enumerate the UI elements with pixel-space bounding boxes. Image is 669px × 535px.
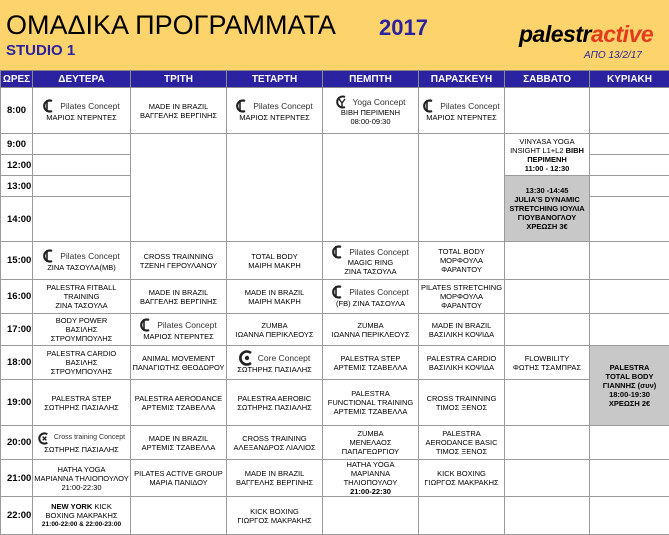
empty-cell <box>505 242 590 280</box>
studio-label: STUDIO 1 <box>6 42 75 60</box>
class-cell: Cross training Concept ΣΩΤΗΡΗΣ ΠΑΣΙΑΛΗΣ <box>33 426 131 460</box>
class-cell: Pilates Concept ΖΙΝΑ ΤΑΣΟΥΛΑ(MB) <box>33 242 131 280</box>
empty-cell <box>590 242 669 280</box>
hour-label: 12:00 <box>1 155 33 176</box>
hour-label: 14:00 <box>1 197 33 242</box>
class-cell: KICK BOXING ΓΙΩΡΓΟΣ ΜΑΚΡΑΚΗΣ <box>419 460 505 497</box>
class-cell: PALESTRA STEP ΑΡΤΕΜΙΣ ΤΖΑΒΕΛΛΑ <box>323 346 419 380</box>
class-cell: HATHA YOGA ΜΑΡΙΑΝΝΑ ΤΗΛΙΟΠΟΥΛΟΥ 21:00-22:30 <box>323 460 419 497</box>
col-sunday: ΚΥΡΙΑΚΗ <box>590 71 669 88</box>
class-cell: CROSS TRAINING ΑΛΕΞΑΝΔΡΟΣ ΛΙΑΛΙΟΣ <box>227 426 323 460</box>
class-cell: HATHA YOGA ΜΑΡΙΑΝΝΑ ΤΗΛΙΟΠΟΥΛΟΥ 21:00-22:30 <box>33 460 131 497</box>
empty-cell <box>505 497 590 535</box>
row-1700 <box>1 314 669 346</box>
row-2000 <box>1 426 669 460</box>
empty-cell <box>131 134 227 242</box>
empty-cell <box>323 497 419 535</box>
class-cell: MADE IN BRAZIL ΑΡΤΕΜΙΣ ΤΖΑΒΕΛΛΑ <box>131 426 227 460</box>
class-cell: PALESTRA CARDIO ΒΑΣΙΛΗΣ ΣΤΡΟΥΜΠΟΥΛΗΣ <box>33 346 131 380</box>
empty-cell <box>227 134 323 242</box>
empty-cell <box>590 497 669 535</box>
effective-date: ΑΠΟ 13/2/17 <box>584 50 642 62</box>
class-cell: FLOWBILITY ΦΩΤΗΣ ΤΣΑΜΠΡΑΣ <box>505 346 590 380</box>
class-cell: ZUMBA ΙΩΑΝΝΑ ΠΕΡΙΚΛΕΟΥΣ <box>323 314 419 346</box>
class-cell: PALESTRA STEP ΣΩΤΗΡΗΣ ΠΑΣΙΑΛΗΣ <box>33 380 131 426</box>
class-cell: Pilates Concept ΜΑΡΙΟΣ ΝΤΕΡΝΤΕΣ <box>419 88 505 134</box>
cross-training-concept-icon <box>38 432 51 445</box>
empty-cell <box>590 134 669 155</box>
empty-cell <box>590 280 669 314</box>
class-cell: Pilates Concept ΜΑΡΙΟΣ ΝΤΕΡΝΤΕΣ <box>33 88 131 134</box>
core-concept-icon <box>239 350 255 366</box>
class-cell: PALESTRA AERODANCE ΑΡΤΕΜΙΣ ΤΖΑΒΕΛΛΑ <box>131 380 227 426</box>
empty-cell <box>33 176 131 197</box>
class-cell: MADE IN BRAZIL ΜΑΙΡΗ ΜΑΚΡΗ <box>227 280 323 314</box>
row-1500 <box>1 242 669 280</box>
class-cell: MADE IN BRAZIL ΒΑΣΙΛΙΚΗ ΚΟΨΙΔΑ <box>419 314 505 346</box>
col-monday: ΔΕΥΤΕΡΑ <box>33 71 131 88</box>
class-cell: NEW YORK KICK BOXING ΜΑΚΡΑΚΗΣ 21:00-22:00 & 22:00-23:00 <box>33 497 131 535</box>
class-cell: ANIMAL MOVEMENT ΠΑΝΑΓΙΩΤΗΣ ΘΕΟΔΩΡΟΥ <box>131 346 227 380</box>
class-cell: VINYASA YOGA INSIGHT L1+L2 ΒΙΒΗ ΠΕΡΙΜΕΝΗ 11:00 - 12:30 <box>505 134 590 176</box>
empty-cell <box>505 426 590 460</box>
col-thursday: ΠΕΜΠΤΗ <box>323 71 419 88</box>
header-banner <box>0 0 669 70</box>
class-cell: KICK BOXING ΓΙΩΡΓΟΣ ΜΑΚΡΑΚΗΣ <box>227 497 323 535</box>
empty-cell <box>590 426 669 460</box>
empty-cell <box>505 380 590 426</box>
class-cell: BODY POWER ΒΑΣΙΛΗΣ ΣΤΡΟΥΜΠΟΥΛΗΣ <box>33 314 131 346</box>
class-cell: PALESTRA CARDIO ΒΑΣΙΛΙΚΗ ΚΟΨΙΔΑ <box>419 346 505 380</box>
row-1900 <box>1 380 669 426</box>
pilates-concept-icon <box>423 99 437 113</box>
empty-cell <box>505 314 590 346</box>
hour-label: 17:00 <box>1 314 33 346</box>
hour-label: 22:00 <box>1 497 33 535</box>
header-row <box>1 71 669 88</box>
hour-label: 16:00 <box>1 280 33 314</box>
class-cell: Pilates Concept ΜΑΡΙΟΣ ΝΤΕΡΝΤΕΣ <box>131 314 227 346</box>
row-2200 <box>1 497 669 535</box>
class-cell: ZUMBA ΙΩΑΝΝΑ ΠΕΡΙΚΛΕΟΥΣ <box>227 314 323 346</box>
class-cell: TOTAL BODY ΜΑΙΡΗ ΜΑΚΡΗ <box>227 242 323 280</box>
class-cell: ZUMBA ΜΕΝΕΛΑΟΣ ΠΑΠΑΓΕΩΡΓΙΟΥ <box>323 426 419 460</box>
palestractive-logo: palestractive <box>519 20 653 48</box>
row-0900 <box>1 134 669 155</box>
pilates-concept-icon <box>43 249 57 263</box>
class-cell: MADE IN BRAZIL ΒΑΓΓΕΛΗΣ ΒΕΡΓΙΝΗΣ <box>131 280 227 314</box>
empty-cell <box>590 197 669 242</box>
hour-label: 8:00 <box>1 88 33 134</box>
hour-label: 20:00 <box>1 426 33 460</box>
pilates-concept-icon <box>140 318 154 332</box>
empty-cell <box>505 280 590 314</box>
col-tuesday: ΤΡΙΤΗ <box>131 71 227 88</box>
page-title: ΟΜΑΔΙΚΑ ΠΡΟΓΡΑΜΜΑΤΑ <box>6 10 336 40</box>
empty-cell <box>590 314 669 346</box>
empty-cell <box>419 497 505 535</box>
class-cell: Pilates Concept ΜΑΡΙΟΣ ΝΤΕΡΝΤΕΣ <box>227 88 323 134</box>
row-0800 <box>1 88 669 134</box>
hour-label: 13:00 <box>1 176 33 197</box>
hour-label: 21:00 <box>1 460 33 497</box>
empty-cell <box>590 176 669 197</box>
col-wednesday: ΤΕΤΑΡΤΗ <box>227 71 323 88</box>
pilates-concept-icon <box>332 285 346 299</box>
col-friday: ΠΑΡΑΣΚΕΥΗ <box>419 71 505 88</box>
class-cell: PILATES STRETCHING ΜΟΡΦΟΥΛΑ ΦΑΡΑΝΤΟΥ <box>419 280 505 314</box>
class-cell: Yoga Concept ΒΙΒΗ ΠΕΡΙΜΕΝΗ 08:00-09:30 <box>323 88 419 134</box>
class-cell: Pilates Concept (FB) ΖΙΝΑ ΤΑΣΟΥΛΑ <box>323 280 419 314</box>
col-hours: ΩΡΕΣ <box>1 71 33 88</box>
class-cell: CROSS TRAINNING ΤΖΕΝΗ ΓΕΡΟΥΛΑΝΟΥ <box>131 242 227 280</box>
schedule-table <box>0 70 669 535</box>
class-cell: MADE IN BRAZIL ΒΑΓΓΕΛΗΣ ΒΕΡΓΙΝΗΣ <box>131 88 227 134</box>
empty-cell <box>505 460 590 497</box>
pilates-concept-icon <box>332 245 346 259</box>
empty-cell <box>33 134 131 155</box>
empty-cell <box>505 88 590 134</box>
empty-cell <box>590 88 669 134</box>
row-2100 <box>1 460 669 497</box>
row-1800 <box>1 346 669 380</box>
class-cell: TOTAL BODY ΜΟΡΦΟΥΛΑ ΦΑΡΑΝΤΟΥ <box>419 242 505 280</box>
hour-label: 15:00 <box>1 242 33 280</box>
hour-label: 18:00 <box>1 346 33 380</box>
empty-cell <box>33 197 131 242</box>
pilates-concept-icon <box>43 99 57 113</box>
empty-cell <box>131 497 227 535</box>
class-cell: PALESTRA TOTAL BODY ΓΙΑΝΝΗΣ (συν) 18:00-19:30 ΧΡΕΩΣΗ 2€ <box>590 346 669 426</box>
schedule-year: 2017 <box>379 14 428 42</box>
empty-cell <box>590 155 669 176</box>
empty-cell <box>33 155 131 176</box>
class-cell: Pilates Concept MAGIC RING ΖΙΝΑ ΤΑΣΟΥΛΑ <box>323 242 419 280</box>
hour-label: 9:00 <box>1 134 33 155</box>
class-cell: PALESTRA FUNCTIONAL TRAINING ΑΡΤΕΜΙΣ ΤΖΑΒΕΛΛΑ <box>323 380 419 426</box>
class-cell: 13:30 -14:45 JULIA'S DYNAMIC STRETCHING ΙΟΥΛΙΑ ΓΙΟΥΒΑΝΟΓΛΟΥ ΧΡΕΩΣΗ 3€ <box>505 176 590 242</box>
yoga-concept-icon <box>335 95 349 109</box>
class-cell: MADE IN BRAZIL ΒΑΓΓΕΛΗΣ ΒΕΡΓΙΝΗΣ <box>227 460 323 497</box>
class-cell: PALESTRA AEROBIC ΣΩΤΗΡΗΣ ΠΑΣΙΑΛΗΣ <box>227 380 323 426</box>
row-1600 <box>1 280 669 314</box>
empty-cell <box>419 134 505 242</box>
class-cell: PALESTRA AERODANCE BASIC ΤΙΜΟΣ ΞΕΝΟΣ <box>419 426 505 460</box>
col-saturday: ΣΑΒΒΑΤΟ <box>505 71 590 88</box>
pilates-concept-icon <box>236 99 250 113</box>
class-cell: Core Concept ΣΩΤΗΡΗΣ ΠΑΣΙΑΛΗΣ <box>227 346 323 380</box>
class-cell: PALESTRA FITBALL TRAINING ΖΙΝΑ ΤΑΣΟΥΛΑ <box>33 280 131 314</box>
class-cell: CROSS TRAINNING ΤΙΜΟΣ ΞΕΝΟΣ <box>419 380 505 426</box>
hour-label: 19:00 <box>1 380 33 426</box>
empty-cell <box>590 460 669 497</box>
class-cell: PILATES ACTIVE GROUP ΜΑΡΙΑ ΠΑΝΙΔΟΥ <box>131 460 227 497</box>
empty-cell <box>323 134 419 242</box>
